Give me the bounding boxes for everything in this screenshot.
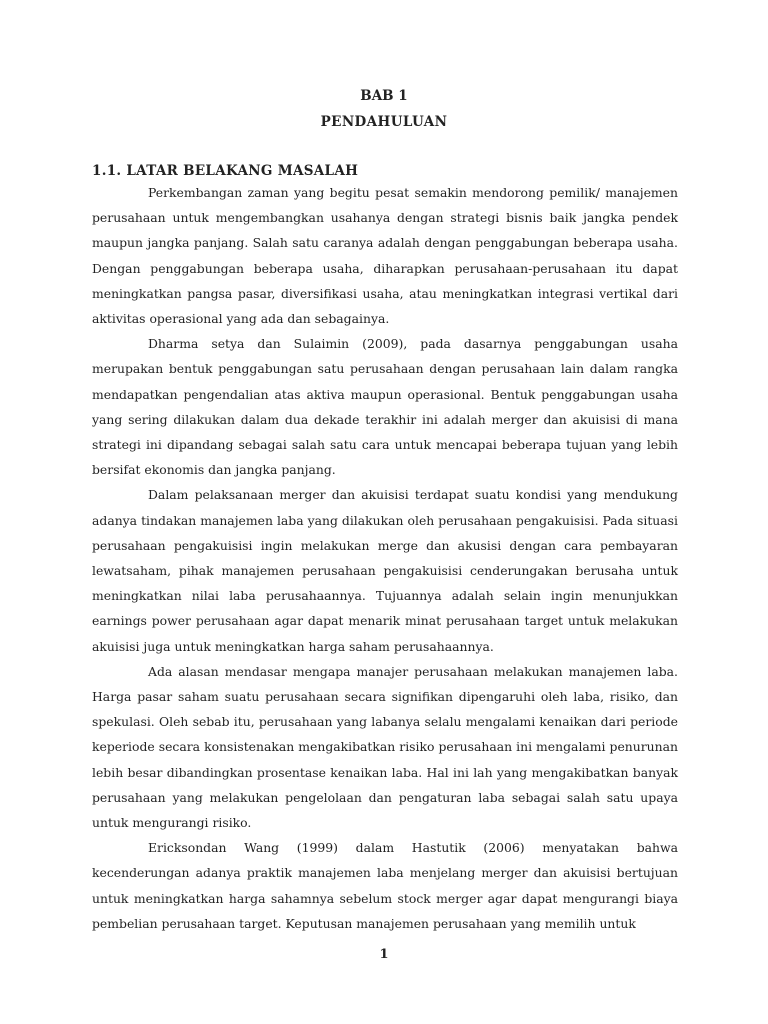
page-number: 1: [379, 947, 389, 962]
paragraph: Ada alasan mendasar mengapa manajer perusahaan melakukan manajemen laba. Harga pasar saham suatu perusahaan secara signifikan dipengaruhi oleh laba, risiko, dan spekulasi. Oleh sebab itu, perusahaan yang labanya selalu mengalami kenaikan dari periode keperiode secara konsistenakan mengakibatkan risiko perusahaan ini mengalami penurunan lebih besar dibandingkan prosentase kenaikan laba. Hal ini lah yang mengakibatkan banyak perusahaan yang melakukan pengelolaan dan pengaturan laba sebagai salah satu upaya untuk mengurangi risiko.: [92, 663, 678, 831]
paragraph: Dalam pelaksanaan merger dan akuisisi terdapat suatu kondisi yang mendukung adanya tindakan manajemen laba yang dilakukan oleh perusahaan pengakuisisi. Pada situasi perusahaan pengakuisisi ingin melakukan merge dan akusisi dengan cara pembayaran lewatsaham, pihak manajemen perusahaan pengakuisisi cenderungakan berusaha untuk meningkatkan nilai laba perusahaannya. Tujuannya adalah selain ingin menunjukkan earnings power perusahaan agar dapat menarik minat perusahaan target untuk melakukan akuisisi juga untuk meningkatkan harga saham perusahaannya.: [92, 487, 678, 654]
paragraph: Dharma setya dan Sulaimin (2009), pada dasarnya penggabungan usaha merupakan bentuk penggabungan satu perusahaan dengan perusahaan lain dalam rangka mendapatkan pengendalian atas aktiva maupun operasional. Bentuk penggabungan usaha yang sering dilakukan dalam dua dekade terakhir ini adalah merger dan akuisisi di mana strategi ini dipandang sebagai salah satu cara untuk mencapai beberapa tujuan yang lebih bersifat ekonomis dan jangka panjang.: [92, 336, 678, 478]
body-text: [92, 180, 678, 936]
section-heading: 1.1. LATAR BELAKANG MASALAH: [92, 163, 359, 179]
paragraph: Ericksondan Wang (1999) dalam Hastutik (2006) menyatakan bahwa kecenderungan adanya praktik manajemen laba menjelang merger dan akuisisi bertujuan untuk meningkatkan harga sahamnya sebelum stock merger agar dapat mengurangi biaya pembelian perusahaan target. Keputusan manajemen perusahaan yang memilih untuk: [92, 840, 678, 931]
chapter-number: BAB 1: [360, 88, 408, 104]
paragraph: Perkembangan zaman yang begitu pesat semakin mendorong pemilik/ manajemen perusahaan untuk mengembangkan usahanya dengan strategi bisnis baik jangka pendek maupun jangka panjang. Salah satu caranya adalah dengan penggabungan beberapa usaha. Dengan penggabungan beberapa usaha, diharapkan perusahaan-perusahaan itu dapat meningkatkan pangsa pasar, diversifikasi usaha, atau meningkatkan integrasi vertikal dari aktivitas operasional yang ada dan sebagainya.: [92, 185, 678, 327]
chapter-title: PENDAHULUAN: [320, 114, 448, 130]
